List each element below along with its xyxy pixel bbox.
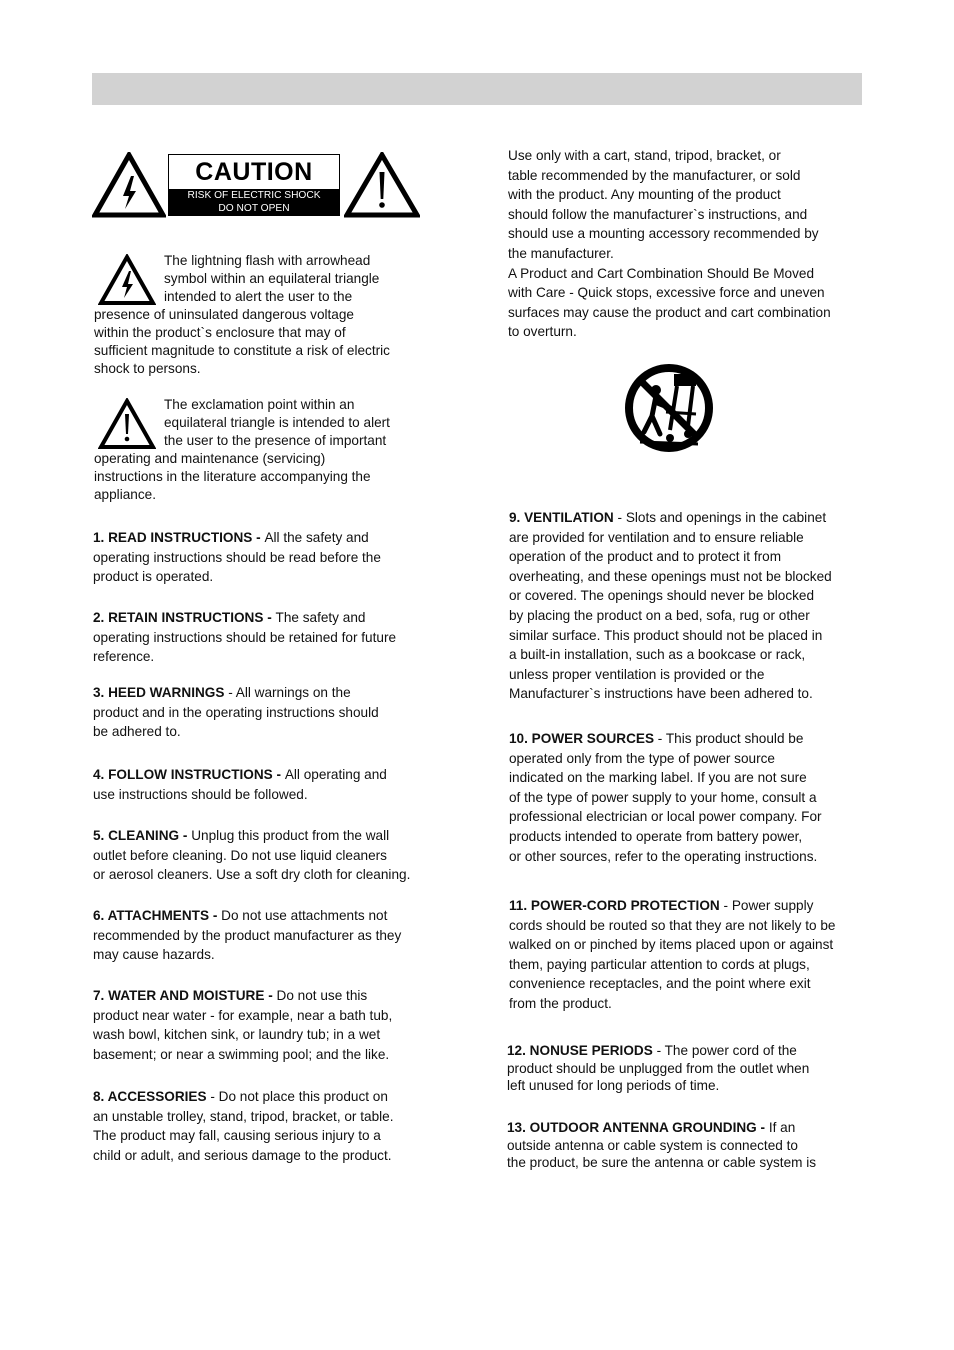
section-line: - Slots and openings in the cabinet: [613, 510, 827, 525]
section-line: outside antenna or cable system is connected to: [507, 1137, 798, 1153]
section-line: product near water - for example, near a bath tub,: [93, 1007, 393, 1023]
section-line: operated only from the type of power source: [509, 750, 775, 766]
section-line: unless proper ventilation is provided or the: [509, 666, 765, 682]
section-line: Unplug this product from the wall: [191, 828, 390, 843]
section-title: 3. HEED WARNINGS: [93, 685, 225, 700]
section-line: outlet before cleaning. Do not use liquid cleaners: [93, 847, 387, 863]
section-title: 8. ACCESSORIES: [93, 1089, 207, 1104]
section-line: - This product should be: [654, 731, 804, 746]
section-line: a built-in installation, such as a bookcase or rack,: [509, 647, 806, 663]
cart-line: the manufacturer.: [508, 245, 614, 261]
cart-line: table recommended by the manufacturer, or sold: [508, 167, 801, 183]
section-line: walked on or pinched by items placed upon or against: [509, 937, 834, 953]
cart-line: Use only with a cart, stand, tripod, bracket, or: [508, 148, 781, 163]
section-attachments: [93, 906, 443, 965]
header-bar: [92, 73, 862, 105]
section-line: or other sources, refer to the operating instructions.: [509, 848, 818, 864]
cart-line: with the product. Any mounting of the product: [508, 187, 781, 203]
section-title: 1. READ INSTRUCTIONS -: [93, 530, 265, 545]
section-line: product should be unplugged from the outlet when: [507, 1060, 810, 1076]
cart-line: with Care - Quick stops, excessive force and uneven: [508, 285, 825, 301]
cart-line: surfaces may cause the product and cart combination: [508, 304, 831, 320]
section-line: If an: [768, 1120, 796, 1135]
lightning-line: presence of uninsulated dangerous voltage: [94, 307, 354, 322]
section-line: operating instructions should be read before the: [93, 549, 381, 565]
section-water-and-moisture: [93, 986, 443, 1064]
section-line: cords should be routed so that they are not likely to be: [509, 917, 836, 933]
section-line: All the safety and: [264, 530, 369, 545]
section-line: use instructions should be followed.: [93, 786, 308, 802]
exclamation-icon: [98, 398, 156, 450]
section-retain-instructions: [93, 608, 443, 667]
lightning-explanation: [94, 252, 439, 378]
section-line: basement; or near a swimming pool; and the like.: [93, 1046, 390, 1062]
cart-line: should follow the manufacturer`s instructions, and: [508, 206, 808, 222]
caution-line-1: RISK OF ELECTRIC SHOCK: [187, 190, 321, 201]
section-line: - The power cord of the: [652, 1043, 797, 1058]
exclamation-line: operating and maintenance (servicing): [94, 451, 326, 466]
section-line: recommended by the product manufacturer as they: [93, 927, 402, 943]
exclamation-line: appliance.: [94, 487, 156, 502]
lightning-icon: [98, 254, 156, 306]
section-line: The safety and: [275, 610, 366, 625]
cart-line: should use a mounting accessory recommended by: [508, 226, 819, 242]
section-accessories: [93, 1087, 443, 1165]
section-line: wash bowl, kitchen sink, or laundry tub; in a wet: [93, 1027, 381, 1043]
section-line: may cause hazards.: [93, 947, 215, 963]
cart-warning-text: [508, 146, 873, 342]
section-line: or aerosol cleaners. Use a soft dry cloth for cleaning.: [93, 867, 411, 883]
section-line: convenience receptacles, and the point where exit: [509, 976, 811, 992]
section-line: from the product.: [509, 995, 612, 1011]
lightning-line: symbol within an equilateral triangle: [164, 271, 380, 286]
lightning-line: sufficient magnitude to constitute a risk of electric: [94, 343, 390, 358]
section-line: - Do not place this product on: [206, 1089, 388, 1104]
section-outdoor-antenna-grounding: [507, 1119, 869, 1172]
exclamation-line: equilateral triangle is intended to alert: [164, 415, 390, 430]
section-title: 5. CLEANING -: [93, 828, 192, 843]
exclamation-triangle-icon: [344, 152, 420, 218]
section-line: left unused for long periods of time.: [507, 1078, 720, 1093]
caution-warning: [169, 189, 339, 215]
lightning-line: intended to alert the user to the: [164, 289, 353, 304]
section-follow-instructions: [93, 765, 443, 804]
section-line: be adhered to.: [93, 724, 181, 740]
section-title: 11. POWER-CORD PROTECTION: [509, 898, 720, 913]
section-line: product and in the operating instructions should: [93, 704, 379, 720]
caution-line-2: DO NOT OPEN: [218, 202, 290, 214]
section-line: The product may fall, causing serious injury to a: [93, 1128, 381, 1144]
cart-line: A Product and Cart Combination Should Be Moved: [508, 265, 815, 281]
section-title: 9. VENTILATION: [509, 510, 614, 525]
lightning-line: within the product`s enclosure that may of: [94, 325, 346, 340]
section-line: them, paying particular attention to cords at plugs,: [509, 956, 810, 972]
section-line: - All warnings on the: [224, 685, 351, 700]
section-title: 2. RETAIN INSTRUCTIONS -: [93, 610, 276, 625]
section-line: of the type of power supply to your home, consult a: [509, 789, 817, 805]
section-line: operation of the product and to protect it from: [509, 549, 782, 565]
section-title: 6. ATTACHMENTS -: [93, 908, 222, 923]
section-line: by placing the product on a bed, sofa, rug or other: [509, 607, 810, 623]
section-cleaning: [93, 826, 445, 885]
section-line: Do not use attachments not: [221, 908, 388, 923]
section-title: 12. NONUSE PERIODS: [507, 1043, 653, 1058]
section-title: 7. WATER AND MOISTURE -: [93, 988, 277, 1003]
section-line: - Power supply: [719, 898, 814, 913]
section-line: products intended to operate from battery power,: [509, 828, 803, 844]
section-line: are provided for ventilation and to ensure reliable: [509, 529, 804, 545]
section-power-sources: [509, 729, 871, 866]
caution-title: CAUTION: [195, 158, 313, 186]
section-line: similar surface. This product should not be placed in: [509, 627, 823, 643]
section-ventilation: [509, 508, 871, 704]
section-line: Do not use this: [276, 988, 368, 1003]
section-line: an unstable trolley, stand, tripod, bracket, or table.: [93, 1108, 394, 1124]
section-line: or covered. The openings should never be blocked: [509, 588, 815, 604]
section-line: indicated on the marking label. If you are not sure: [509, 770, 807, 786]
caution-label: [168, 154, 340, 216]
section-line: Manufacturer`s instructions have been adhered to.: [509, 686, 813, 702]
section-power-cord-protection: [509, 896, 871, 1014]
section-line: the product, be sure the antenna or cable system is: [507, 1155, 817, 1170]
section-line: child or adult, and serious damage to the product.: [93, 1147, 392, 1163]
cart-tipover-warning-icon: [622, 352, 716, 464]
exclamation-line: instructions in the literature accompanying the: [94, 469, 371, 484]
section-title: 10. POWER SOURCES: [509, 731, 655, 746]
caution-banner: [92, 152, 420, 220]
lightning-line: shock to persons.: [94, 361, 201, 376]
section-heed-warnings: [93, 683, 443, 742]
section-line: professional electrician or local power company. For: [509, 809, 822, 825]
exclamation-line: The exclamation point within an: [164, 397, 355, 412]
lightning-line: The lightning flash with arrowhead: [164, 253, 371, 268]
exclamation-line: the user to the presence of important: [164, 433, 387, 448]
section-line: reference.: [93, 649, 155, 665]
section-line: All operating and: [284, 767, 387, 782]
section-title: 4. FOLLOW INSTRUCTIONS -: [93, 767, 285, 782]
section-read-instructions: [93, 528, 443, 587]
section-title: 13. OUTDOOR ANTENNA GROUNDING -: [507, 1120, 769, 1135]
section-nonuse-periods: [507, 1042, 869, 1095]
exclamation-explanation: [94, 396, 439, 504]
lightning-triangle-icon: [92, 152, 166, 218]
section-line: operating instructions should be retained for future: [93, 629, 397, 645]
section-line: product is operated.: [93, 569, 214, 585]
section-line: overheating, and these openings must not be blocked: [509, 568, 832, 584]
cart-line: to overturn.: [508, 324, 577, 340]
